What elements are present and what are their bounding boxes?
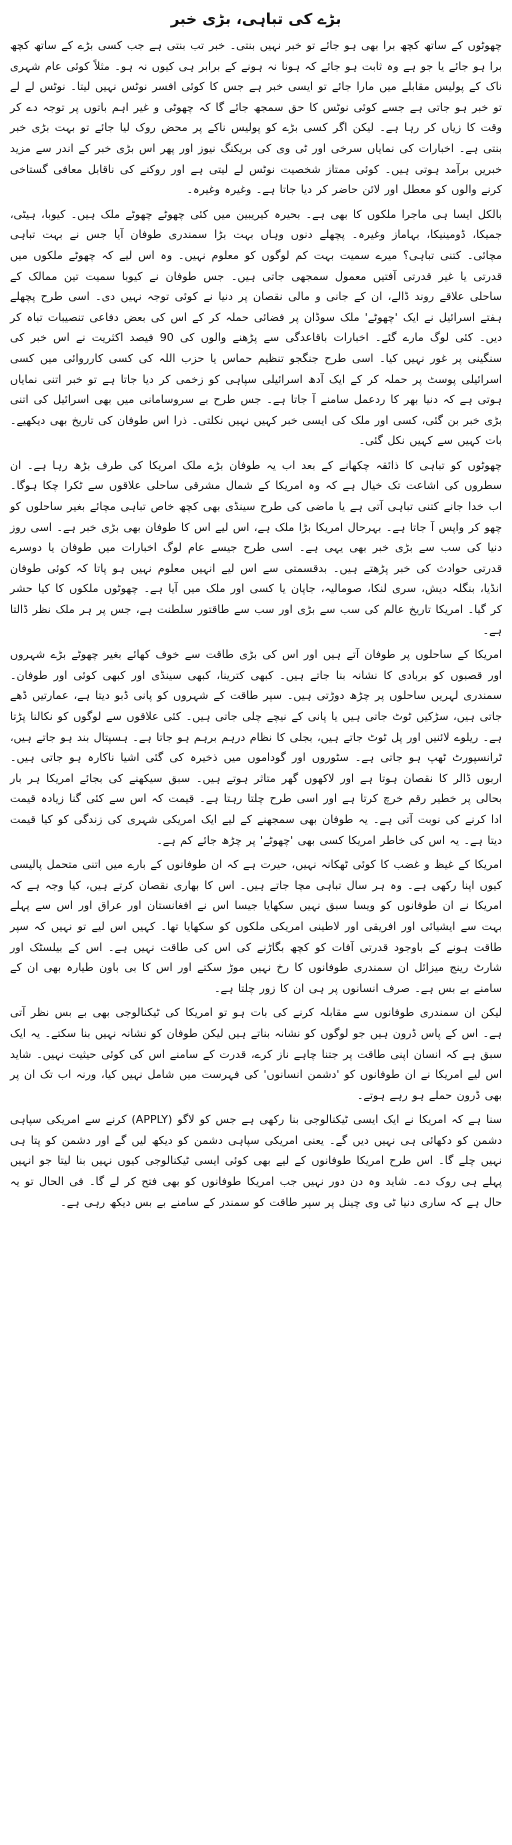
article-paragraph: لیکن ان سمندری طوفانوں سے مقابلہ کرنے کی بات ہو تو امریکا کی ٹیکنالوجی بھی بے بس نظر آتی ہے۔ اس کے پاس ڈرون ہیں جو لوگوں کو نشانہ بناتے ہیں لیکن طوفان کو نشانہ نہیں بنا سکتے۔ یہ ایک سبق ہے کہ انسان اپنی طاقت پر جتنا چاہے ناز کرے، قدرت کے سامنے اس کی کوئی حیثیت نہیں۔ شاید اس لیے امریکا نے ان طوفانوں کو 'دشمن انسانوں' کی فہرست میں شامل نہیں کیا، ورنہ اب تک ان پر بھی ڈرون حملے ہو رہے ہوتے۔ bbox=[10, 1006, 502, 1102]
article-paragraph: چھوٹوں کے ساتھ کچھ برا بھی ہو جائے تو خبر نہیں بنتی۔ خبر تب بنتی ہے جب کسی بڑے کے ساتھ کچھ برا ہو جائے یا جو ہے وہ ثابت ہو جائے کہ ہونا نہ ہونے کے برابر ہی کیوں نہ ہو۔ مثلاً کوئی عام شہری ناک کے پولیس مقابلے میں مارا جائے تو ایسی خبر ہے جس کا کوئی افسر نوٹس نہیں لیتا۔ نوٹس لے لے تو خبر ہو جاتی ہے جسے کوئی نوٹس کا حق سمجھ جائے گا کہ چھوٹی و غیر اہم باتوں پر توجہ دے کر وقت کا زیاں کر رہا ہے۔ لیکن اگر کسی بڑے کو پولیس ناکے پر محض روک لیا جائے تو بہت بڑی خبر بنتی ہے۔ اخبارات کی نمایاں سرخی اور ٹی وی کی بریکنگ نیوز اور پھر اس بڑی خبر کے اندر سے مزید خبریں برآمد ہوتی ہیں۔ کوئی ممتاز شخصیت نوٹس لے لیتی ہے اور روکنے کی ناقابل معافی گستاخی کرنے والوں کو معطل اور لائن حاضر کر دیا جاتا ہے۔ وغیرہ وغیرہ۔ bbox=[10, 39, 502, 197]
article-paragraph: بالکل ایسا ہی ماجرا ملکوں کا بھی ہے۔ بحیرہ کیریبین میں کئی چھوٹے چھوٹے ملک ہیں۔ کیوبا، ہیٹی، جمیکا، ڈومینیکا، بہاماز وغیرہ۔ پچھلے دنوں وہاں بہت بڑا سمندری طوفان آیا جس نے بہت تباہی مچائی۔ کتنی تباہی؟ میرے سمیت بہت کم لوگوں کو معلوم نہیں۔ وہ اس لیے کہ چھوٹے ملکوں میں قدرتی یا غیر قدرتی آفتیں معمول سمجھی جاتی ہیں۔ جس طوفان نے کیوبا سمیت تین ممالک کے ساحلی علاقے روند ڈالے، ان کے جانی و مالی نقصان پر دنیا نے کوئی توجہ نہیں دی۔ اسی طرح پچھلے ہفتے اسرائیل نے ایک 'چھوٹے' ملک سوڈان پر فضائی حملہ کر کے اس کی بعض دفاعی تنصیبات تباہ کر دیں۔ کئی لوگ مارے گئے۔ اخبارات باقاعدگی سے پڑھنے والوں کی 90 فیصد اکثریت نے اس خبر کی سنگینی پر غور نہیں کیا۔ اسی طرح جنگجو تنظیم حماس یا حزب اللہ کی کسی کارروائی میں کسی اسرائیلی پوسٹ پر حملہ کر کے ایک آدھ اسرائیلی سپاہی کو زخمی کر دیا جاتا ہے تو خبر اتنی نمایاں ہوتی ہے کہ دنیا بھر کا ردعمل سامنے آ جاتا ہے۔ جس طرح بے سروسامانی میں بھی اسرائیل کی اتنی بڑی خبر بن گئی، کسی اور ملک کی ایسی خبر کہیں نہیں نکلتی۔ ذرا اس طوفان کی تاریخ بھی دیکھیے۔ بات کہیں سے کہیں نکل گئی۔ bbox=[10, 207, 502, 448]
article-paragraph: چھوٹوں کو تباہی کا ذائقہ چکھانے کے بعد اب یہ طوفان بڑے ملک امریکا کی طرف بڑھ رہا ہے۔ ان سطروں کی اشاعت تک خیال ہے کہ وہ امریکا کے شمال مشرقی ساحلی علاقوں سے ٹکرا چکا ہوگا۔ اب خدا جانے کتنی تباہی آتی ہے یا ماضی کی طرح سینڈی بھی کچھ خاص تباہی مچائے بغیر ساحلوں کو چھو کر واپس آ جاتا ہے۔ بہرحال امریکا بڑا ملک ہے، اس لیے اس کا طوفان بھی بڑی خبر ہے۔ اسی روز دنیا کی سب سے بڑی خبر بھی یہی ہے۔ اسی طرح جیسے عام لوگ اخبارات میں طوفان یا دوسرے قدرتی حوادث کی خبر پڑھتے ہیں۔ بدقسمتی سے اس لیے انہیں معلوم نہیں ہو پاتا کہ کوئی طوفان انڈیا، بنگلہ دیش، سری لنکا، صومالیہ، جاپان یا کسی اور ملک میں آیا ہے۔ چھوٹوں ملکوں کا کیا حشر کر گیا۔ امریکا تاریخ عالم کی سب سے بڑی اور سب سے طاقتور سلطنت ہے، جس پر ہر ملک نظر ڈالتا ہے۔ bbox=[10, 458, 502, 637]
article-paragraph: سنا ہے کہ امریکا نے ایک ایسی ٹیکنالوجی بنا رکھی ہے جس کو لاگو (APPLY) کرنے سے امریکی سپاہی دشمن کو دکھائی ہی نہیں دیں گے۔ یعنی امریکی سپاہی دشمن کو دیکھ لیں گے اور دشمن کو پتا ہی نہیں چلے گا۔ اس طرح امریکا طوفانوں کے لیے بھی کوئی ایسی ٹیکنالوجی کیوں نہیں بنا لیتا جو انہیں پہلے ہی روک دے۔ شاید وہ دن دور نہیں جب امریکا طوفانوں کو بھی فتح کر لے گا۔ فی الحال تو یہ حال ہے کہ ساری دنیا ٹی وی چینل پر سپر طاقت کو سمندر کے سامنے بے بس دیکھ رہی ہے۔ bbox=[10, 1113, 502, 1209]
article-paragraph: امریکا کے ساحلوں پر طوفان آتے ہیں اور اس کی بڑی طاقت سے خوف کھائے بغیر چھوٹے بڑے شہروں اور قصبوں کو بربادی کا نشانہ بنا جاتے ہیں۔ کبھی کترینا، کبھی سینڈی اور کبھی کوئی اور طوفان۔ سمندری لہریں ساحلوں پر چڑھ دوڑتی ہیں۔ سپر طاقت کے شہروں کو پانی ڈبو دیتا ہے، عمارتیں ڈھے جاتی ہیں، سڑکیں ٹوٹ جاتی ہیں یا پانی کے نیچے چلی جاتی ہیں۔ کئی علاقوں سے لوگوں کو نکالنا پڑتا ہے۔ ریلوے لائنیں اور پل ٹوٹ جاتے ہیں، بجلی کا نظام درہم برہم ہو جاتا ہے۔ ہسپتال بند ہو جاتے ہیں، ٹرانسپورٹ ٹھپ ہو جاتی ہے۔ سٹوروں اور گوداموں میں ذخیرہ کی گئی اشیا ناکارہ ہو جاتی ہیں۔ اربوں ڈالر کا نقصان ہوتا ہے اور لاکھوں گھر متاثر ہوتے ہیں۔ سبق سیکھنے کی بجائے امریکا ہر بار بحالی پر خطیر رقم خرچ کرتا ہے اور اسی طرح چلتا رہتا ہے۔ قیمت کہ اس سے کئی گنا زیادہ قیمت ادا کرنے کی نوبت آتی ہے۔ یہ طوفان بھی سمجھنے کے لیے ایک امریکی شہری کی زندگی کو کیا قیمت دیتا ہے۔ یہ اس کی خاطر امریکا کسی بھی 'چھوٹے' پر چڑھ جائے کم ہے۔ bbox=[10, 648, 502, 847]
article-paragraph: امریکا کے غیظ و غضب کا کوئی ٹھکانہ نہیں، حیرت ہے کہ ان طوفانوں کے بارے میں اتنی متحمل پالیسی کیوں اپنا رکھی ہے۔ وہ ہر سال تباہی مچا جاتے ہیں۔ اس کا بھاری نقصان کرتے ہیں، کیا وجہ ہے کہ امریکا نے ان طوفانوں کو ویسا سبق نہیں سکھایا جیسا اس نے افغانستان اور عراق اور اس سے پہلے بہت سے ایشیائی اور افریقی اور لاطینی امریکی ملکوں کو سکھایا تھا۔ کہیں اس لیے تو نہیں کہ سپر طاقت ہونے کے باوجود قدرتی آفات کو کچھ بگاڑنے کی اس کی طاقت نہیں ہے۔ اس کے بیلسٹک اور شارٹ رینج میزائل ان سمندری طوفانوں کا رخ نہیں موڑ سکتے اور اس کا بی باون طیارہ بھی ان کے سامنے بے بس ہے۔ صرف انسانوں پر ہی ان کا زور چلتا ہے۔ bbox=[10, 858, 502, 995]
article-body bbox=[10, 36, 502, 1213]
article-headline: بڑے کی تباہی، بڑی خبر bbox=[170, 10, 342, 28]
